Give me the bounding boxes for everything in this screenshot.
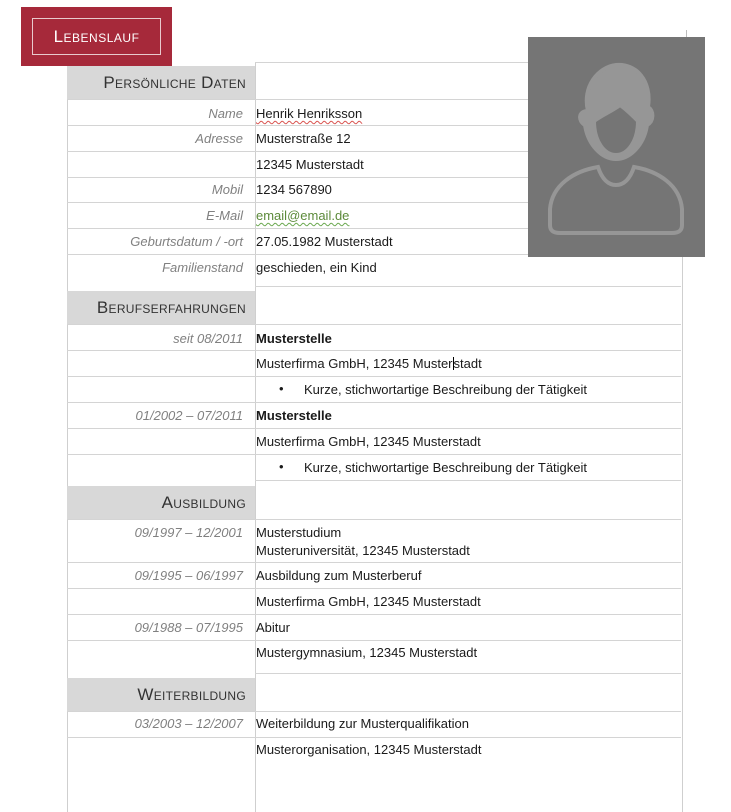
table-row <box>67 588 681 614</box>
table-row <box>67 454 681 480</box>
job-company: Musterfirma GmbH, 12345 Musterstadt <box>256 434 481 449</box>
document-title: Lebenslauf <box>32 18 161 55</box>
section-heading-personal: Persönliche Daten <box>67 66 255 99</box>
name-label: Name <box>208 106 243 121</box>
profile-photo-placeholder <box>528 37 705 257</box>
job-company: Musterfirma GmbH, 12345 Musterstadt <box>256 356 482 371</box>
education-institution: Mustergymnasium, 12345 Musterstadt <box>256 645 478 660</box>
period-label: 09/1997 – 12/2001 <box>134 525 243 540</box>
table-row <box>67 324 681 350</box>
name-value: Henrik Henriksson <box>256 106 363 121</box>
section-heading-training: Weiterbildung <box>67 678 255 711</box>
section-heading-experience: Berufserfahrungen <box>67 291 255 324</box>
table-row <box>67 428 681 454</box>
address-line2: 12345 Musterstadt <box>256 157 364 172</box>
table-row <box>67 614 681 640</box>
period-label: 09/1988 – 07/1995 <box>134 620 243 635</box>
family-value: geschieden, ein Kind <box>256 260 377 275</box>
family-label: Familienstand <box>162 260 243 275</box>
period-label: 03/2003 – 12/2007 <box>134 716 243 731</box>
education-title: Musterstudium <box>256 525 342 540</box>
table-row <box>67 376 681 402</box>
education-title: Ausbildung zum Musterberuf <box>256 568 422 583</box>
table-row <box>67 402 681 428</box>
job-position: Musterstelle <box>256 331 332 346</box>
education-institution: Musteruniversität, 12345 Musterstadt <box>256 543 470 558</box>
period-label: 09/1995 – 06/1997 <box>134 568 243 583</box>
mobile-label: Mobil <box>211 182 243 197</box>
divider <box>255 286 681 287</box>
period-label: 01/2002 – 07/2011 <box>135 408 243 423</box>
job-description: Kurze, stichwortartige Beschreibung der Tätigkeit <box>304 382 588 397</box>
job-position: Musterstelle <box>256 408 332 423</box>
education-title: Abitur <box>256 620 290 635</box>
address-line1: Musterstraße 12 <box>256 131 351 146</box>
divider <box>255 673 681 674</box>
table-row <box>67 519 681 562</box>
period-label: seit 08/2011 <box>173 331 243 346</box>
address-label: Adresse <box>195 131 243 146</box>
job-description: Kurze, stichwortartige Beschreibung der Tätigkeit <box>304 460 588 475</box>
education-institution: Musterfirma GmbH, 12345 Musterstadt <box>256 594 481 609</box>
bullet-icon: • <box>279 459 284 474</box>
table-row <box>67 711 681 737</box>
table-row <box>67 640 681 673</box>
birth-label: Geburtsdatum / -ort <box>130 234 243 249</box>
training-title: Weiterbildung zur Musterqualifikation <box>256 716 469 731</box>
email-label: E-Mail <box>206 208 243 223</box>
person-avatar-icon <box>528 37 705 257</box>
section-heading-education: Ausbildung <box>67 486 255 519</box>
birth-value: 27.05.1982 Musterstadt <box>256 234 393 249</box>
table-row <box>67 737 681 763</box>
mobile-value: 1234 567890 <box>256 182 332 197</box>
email-link[interactable]: email@email.de <box>256 208 350 223</box>
table-row <box>67 350 681 376</box>
table-row <box>67 562 681 588</box>
training-organisation: Musterorganisation, 12345 Musterstadt <box>256 742 482 757</box>
divider <box>255 480 681 481</box>
table-row <box>67 254 681 286</box>
title-badge <box>21 7 172 66</box>
bullet-icon: • <box>279 381 284 396</box>
